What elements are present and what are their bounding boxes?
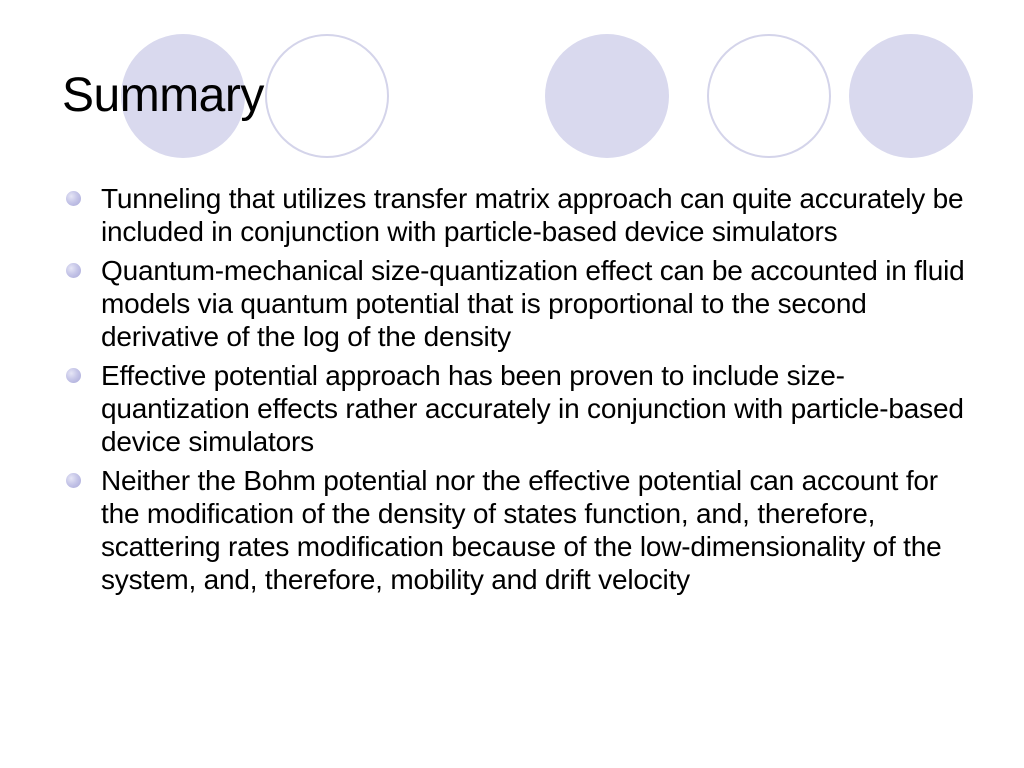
bullet-text: Effective potential approach has been proven to include size-quantization effects rather accurately in conjunction with particle-based device simulators [101,360,964,457]
bullet-circle-icon [66,263,81,278]
bullet-list [66,182,966,602]
bullet-text: Quantum-mechanical size-quantization effect can be accounted in fluid models via quantum potential that is proportional to the second derivative of the log of the density [101,255,965,352]
decorative-circle-outline-icon [707,34,831,158]
bullet-item [66,254,966,353]
bullet-text: Neither the Bohm potential nor the effective potential can account for the modification of the density of states function, and, therefore, scattering rates modification because of the low-dimensionality of the system, and, therefore, mobility and drift velocity [101,465,942,595]
bullet-item [66,464,966,596]
bullet-item [66,182,966,248]
bullet-circle-icon [66,368,81,383]
decorative-circle-icon [545,34,669,158]
bullet-text: Tunneling that utilizes transfer matrix approach can quite accurately be included in conjunction with particle-based device simulators [101,183,964,247]
slide-title: Summary [62,69,264,122]
bullet-item [66,359,966,458]
decorative-circle-outline-icon [265,34,389,158]
bullet-circle-icon [66,191,81,206]
bullet-circle-icon [66,473,81,488]
decorative-circle-icon [849,34,973,158]
